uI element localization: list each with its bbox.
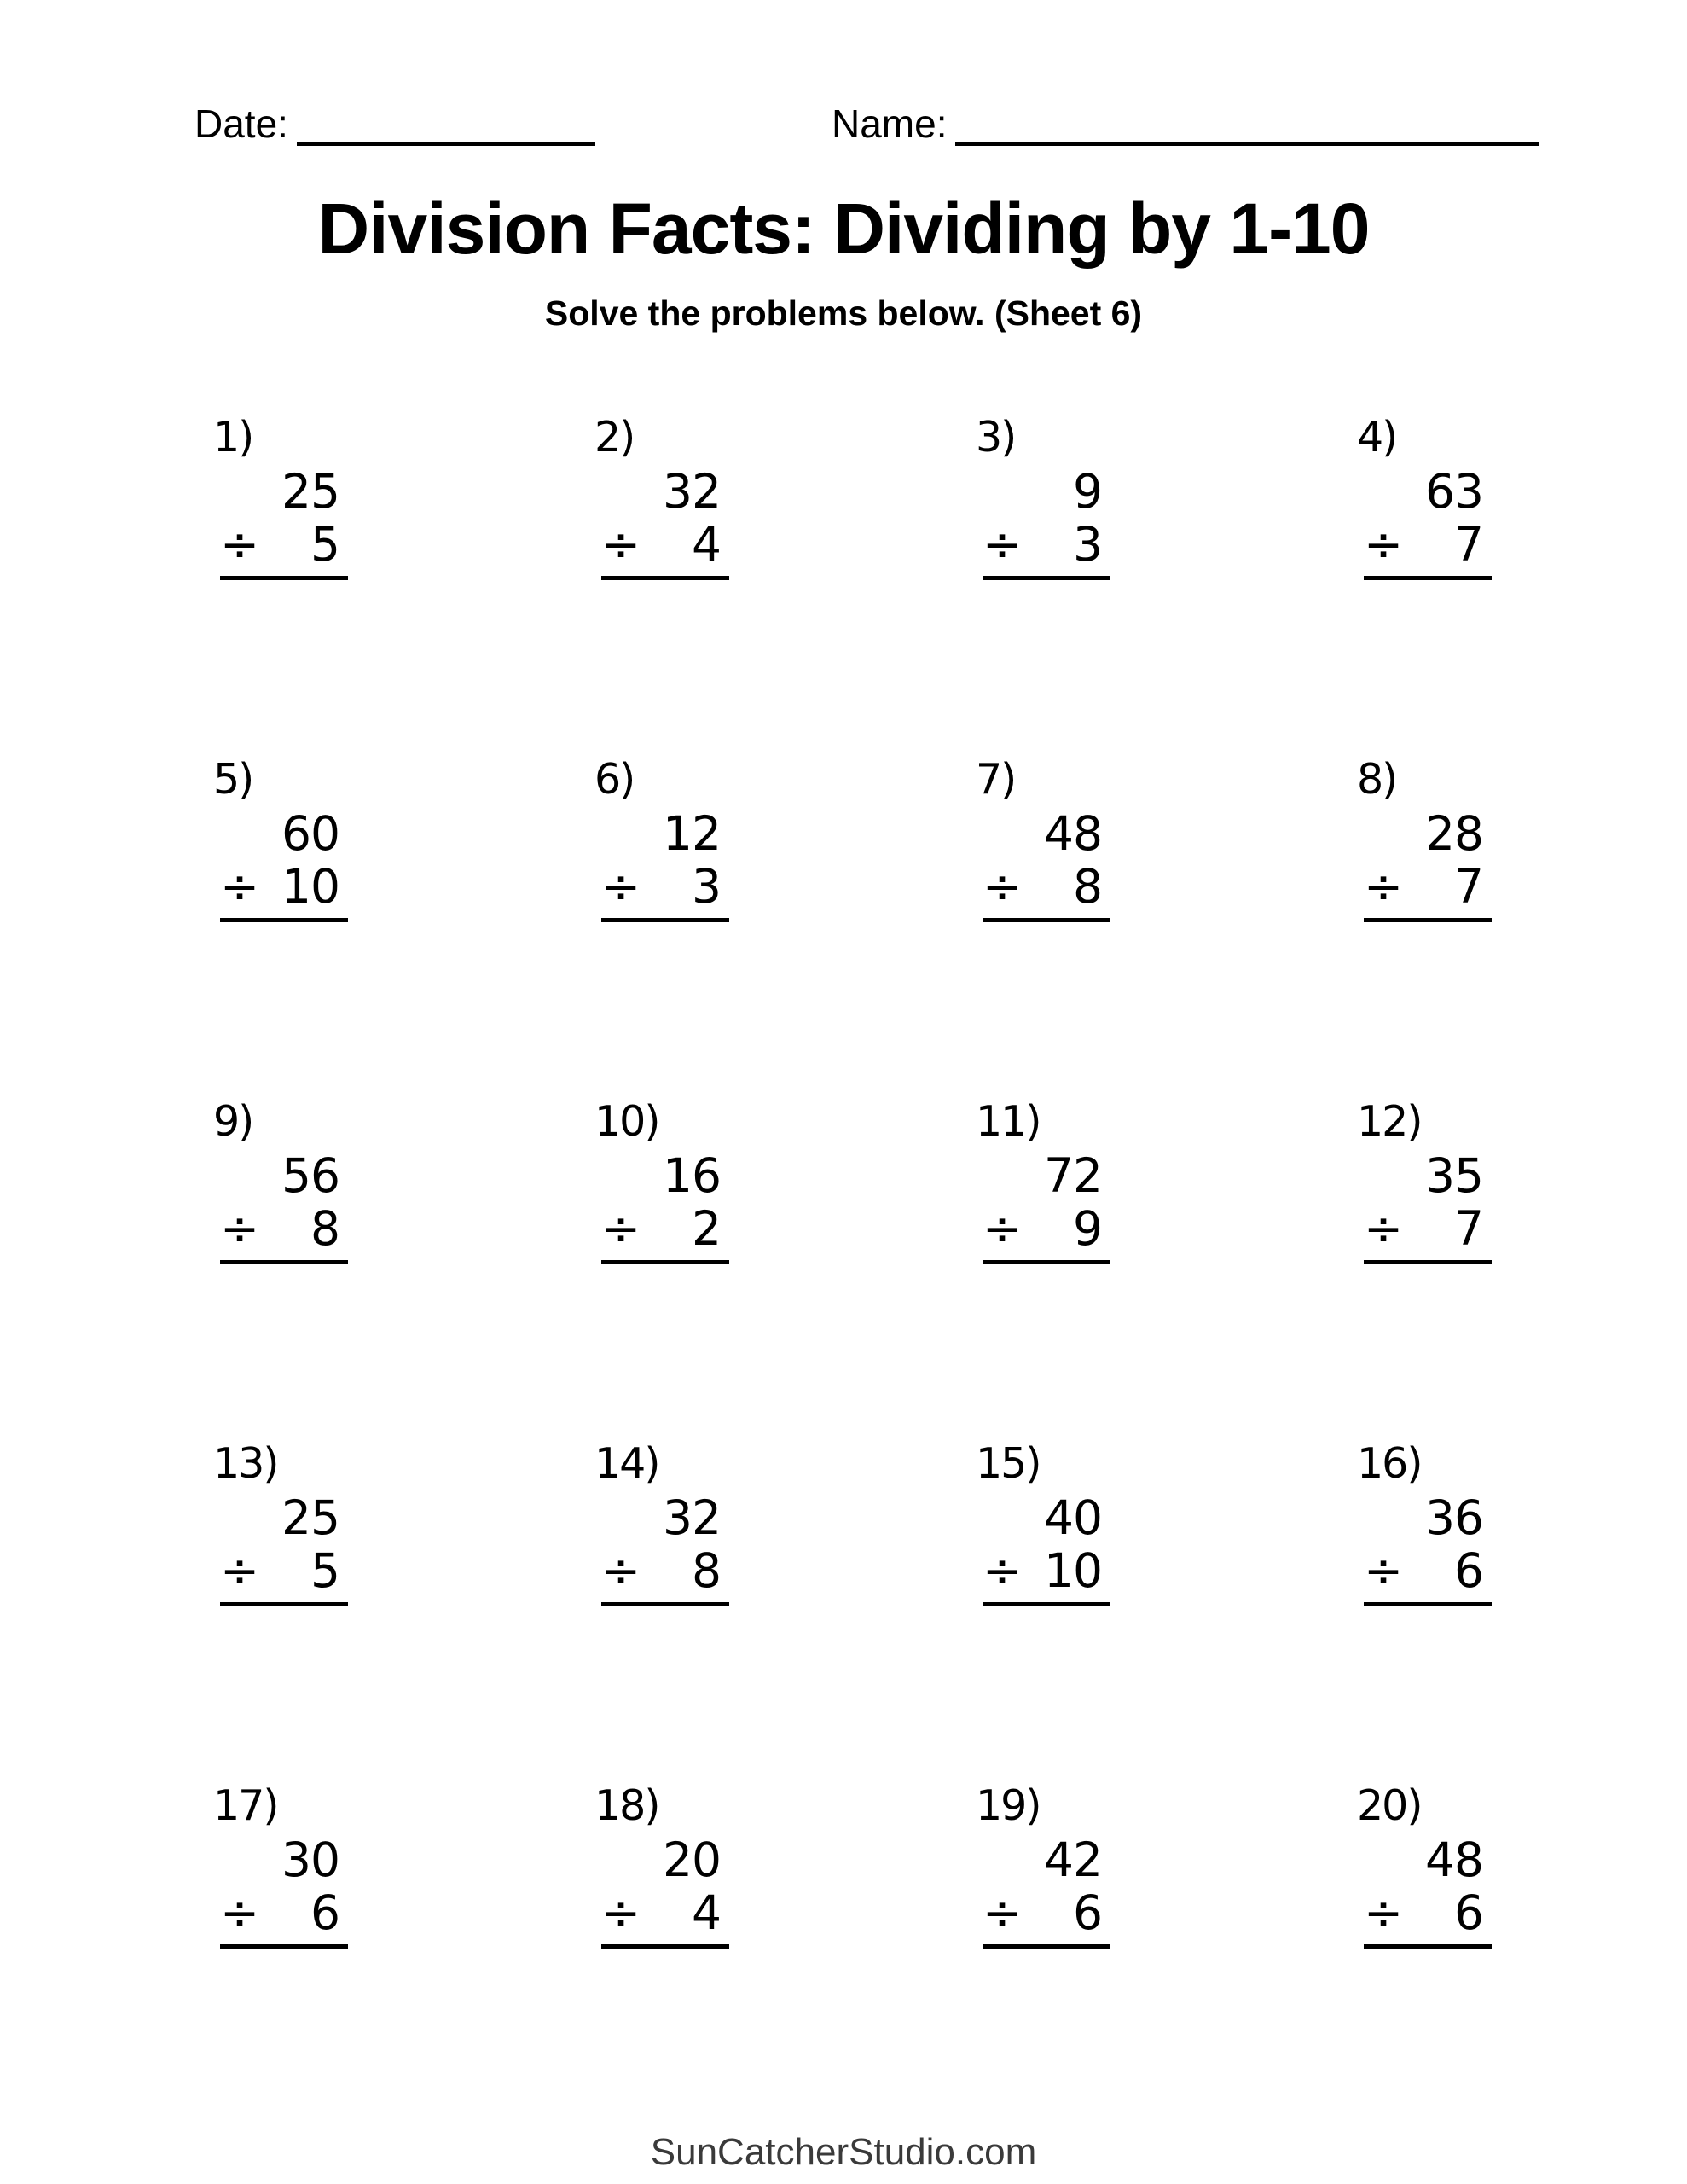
dividend: 36	[1425, 1490, 1483, 1545]
divisor: 3	[1073, 517, 1102, 572]
dividend: 25	[281, 464, 339, 519]
divisor: 7	[1454, 517, 1483, 572]
problem-cell	[213, 1439, 594, 1785]
problem-cell	[976, 755, 1357, 1101]
problem-cell	[1357, 1097, 1687, 1443]
division-sign: ÷	[601, 517, 641, 572]
division-sign: ÷	[601, 1201, 641, 1256]
name-field	[832, 104, 1539, 146]
divisor-row	[601, 860, 721, 913]
problem-operands-box	[220, 465, 348, 580]
problem-operands-box	[983, 1491, 1110, 1606]
problem-number: 4)	[1357, 413, 1397, 462]
problem-number: 3)	[976, 413, 1016, 462]
dividend: 25	[281, 1490, 339, 1545]
problem-operands-box	[601, 1149, 729, 1264]
problem-cell	[1357, 413, 1687, 758]
problem-cell	[976, 1781, 1357, 2127]
divisor-row	[1364, 860, 1483, 913]
divisor: 8	[310, 1201, 339, 1256]
divisor: 2	[692, 1201, 721, 1256]
division-sign: ÷	[601, 1543, 641, 1598]
divisor-row	[601, 1544, 721, 1597]
problem-cell	[594, 755, 976, 1101]
problem-number: 20)	[1357, 1781, 1422, 1830]
divisor: 3	[692, 859, 721, 914]
divisor: 8	[1073, 859, 1102, 914]
divisor: 6	[1454, 1885, 1483, 1940]
problem-number: 9)	[213, 1097, 253, 1146]
page-title: Division Facts: Dividing by 1-10	[317, 189, 1370, 269]
problem-operands-box	[601, 465, 729, 580]
problem-cell	[976, 1439, 1357, 1785]
divisor-row	[220, 518, 339, 571]
problem-cell	[976, 1097, 1357, 1443]
problem-cell	[213, 413, 594, 758]
problem-cell	[213, 755, 594, 1101]
problems-grid	[213, 413, 1687, 2127]
divisor: 5	[310, 517, 339, 572]
dividend: 63	[1425, 464, 1483, 519]
dividend: 16	[663, 1148, 721, 1203]
divisor-row	[601, 518, 721, 571]
problem-cell	[594, 1097, 976, 1443]
dividend: 32	[663, 1490, 721, 1545]
division-sign: ÷	[983, 517, 1022, 572]
divisor-row	[220, 860, 339, 913]
problem-number: 15)	[976, 1439, 1041, 1488]
dividend: 30	[281, 1833, 339, 1887]
divisor: 4	[692, 1885, 721, 1940]
problem-cell	[976, 413, 1357, 758]
problem-number: 8)	[1357, 755, 1397, 804]
problem-operands-box	[1364, 807, 1492, 922]
divisor-row	[1364, 1202, 1483, 1255]
problem-cell	[1357, 1439, 1687, 1785]
divisor: 7	[1454, 859, 1483, 914]
division-sign: ÷	[601, 1885, 641, 1940]
dividend: 48	[1044, 806, 1102, 861]
divisor: 9	[1073, 1201, 1102, 1256]
dividend: 28	[1425, 806, 1483, 861]
dividend: 48	[1425, 1833, 1483, 1887]
divisor-row	[220, 1886, 339, 1939]
dividend: 9	[1073, 464, 1102, 519]
problem-number: 7)	[976, 755, 1016, 804]
problem-number: 19)	[976, 1781, 1041, 1830]
dividend: 35	[1425, 1148, 1483, 1203]
problem-number: 13)	[213, 1439, 278, 1488]
problem-number: 5)	[213, 755, 253, 804]
problem-number: 2)	[594, 413, 635, 462]
division-sign: ÷	[220, 859, 259, 914]
problem-number: 14)	[594, 1439, 659, 1488]
divisor-row	[983, 1886, 1102, 1939]
divisor-row	[220, 1202, 339, 1255]
dividend: 42	[1044, 1833, 1102, 1887]
problem-operands-box	[983, 1833, 1110, 1949]
problem-number: 18)	[594, 1781, 659, 1830]
division-sign: ÷	[1364, 1885, 1403, 1940]
footer-site-text: SunCatcherStudio.com	[650, 2131, 1037, 2173]
problem-operands-box	[983, 465, 1110, 580]
problem-number: 17)	[213, 1781, 278, 1830]
date-label: Date:	[194, 102, 288, 146]
divisor-row	[601, 1886, 721, 1939]
division-sign: ÷	[983, 1543, 1022, 1598]
problem-operands-box	[1364, 1149, 1492, 1264]
divisor-row	[1364, 1544, 1483, 1597]
division-sign: ÷	[983, 1201, 1022, 1256]
problem-number: 1)	[213, 413, 253, 462]
problem-operands-box	[1364, 465, 1492, 580]
problem-number: 6)	[594, 755, 635, 804]
problem-operands-box	[601, 1833, 729, 1949]
dividend: 32	[663, 464, 721, 519]
divisor-row	[983, 1544, 1102, 1597]
division-sign: ÷	[220, 1543, 259, 1598]
divisor-row	[983, 518, 1102, 571]
name-blank-line[interactable]	[955, 113, 1539, 146]
divisor-row	[983, 860, 1102, 913]
divisor-row	[983, 1202, 1102, 1255]
division-sign: ÷	[220, 1885, 259, 1940]
division-sign: ÷	[1364, 517, 1403, 572]
division-sign: ÷	[983, 859, 1022, 914]
divisor: 4	[692, 517, 721, 572]
problem-number: 12)	[1357, 1097, 1422, 1146]
problem-cell	[594, 413, 976, 758]
divisor-row	[1364, 1886, 1483, 1939]
division-sign: ÷	[220, 1201, 259, 1256]
divisor: 10	[281, 859, 339, 914]
divisor: 5	[310, 1543, 339, 1598]
dividend: 72	[1044, 1148, 1102, 1203]
divisor-row	[601, 1202, 721, 1255]
division-sign: ÷	[1364, 1201, 1403, 1256]
divisor: 6	[1454, 1543, 1483, 1598]
divisor: 8	[692, 1543, 721, 1598]
division-sign: ÷	[1364, 859, 1403, 914]
dividend: 12	[663, 806, 721, 861]
problem-operands-box	[983, 807, 1110, 922]
problem-number: 11)	[976, 1097, 1041, 1146]
dividend: 56	[281, 1148, 339, 1203]
problem-operands-box	[220, 1491, 348, 1606]
problem-cell	[1357, 755, 1687, 1101]
name-label: Name:	[832, 102, 948, 146]
problem-cell	[594, 1439, 976, 1785]
divisor-row	[1364, 518, 1483, 571]
problem-operands-box	[1364, 1491, 1492, 1606]
division-sign: ÷	[983, 1885, 1022, 1940]
divisor: 6	[1073, 1885, 1102, 1940]
division-sign: ÷	[220, 517, 259, 572]
date-field	[194, 104, 595, 146]
problem-cell	[594, 1781, 976, 2127]
problem-operands-box	[601, 807, 729, 922]
instructions-text: Solve the problems below. (Sheet 6)	[544, 293, 1143, 333]
problem-number: 10)	[594, 1097, 659, 1146]
date-blank-line[interactable]	[297, 113, 595, 146]
divisor: 6	[310, 1885, 339, 1940]
problem-operands-box	[1364, 1833, 1492, 1949]
problem-operands-box	[220, 1833, 348, 1949]
divisor: 10	[1044, 1543, 1102, 1598]
problem-operands-box	[601, 1491, 729, 1606]
problem-operands-box	[220, 1149, 348, 1264]
division-sign: ÷	[1364, 1543, 1403, 1598]
division-sign: ÷	[601, 859, 641, 914]
divisor-row	[220, 1544, 339, 1597]
problem-cell	[1357, 1781, 1687, 2127]
problem-cell	[213, 1781, 594, 2127]
dividend: 20	[663, 1833, 721, 1887]
problem-operands-box	[220, 807, 348, 922]
dividend: 40	[1044, 1490, 1102, 1545]
dividend: 60	[281, 806, 339, 861]
problem-number: 16)	[1357, 1439, 1422, 1488]
divisor: 7	[1454, 1201, 1483, 1256]
problem-operands-box	[983, 1149, 1110, 1264]
problem-cell	[213, 1097, 594, 1443]
